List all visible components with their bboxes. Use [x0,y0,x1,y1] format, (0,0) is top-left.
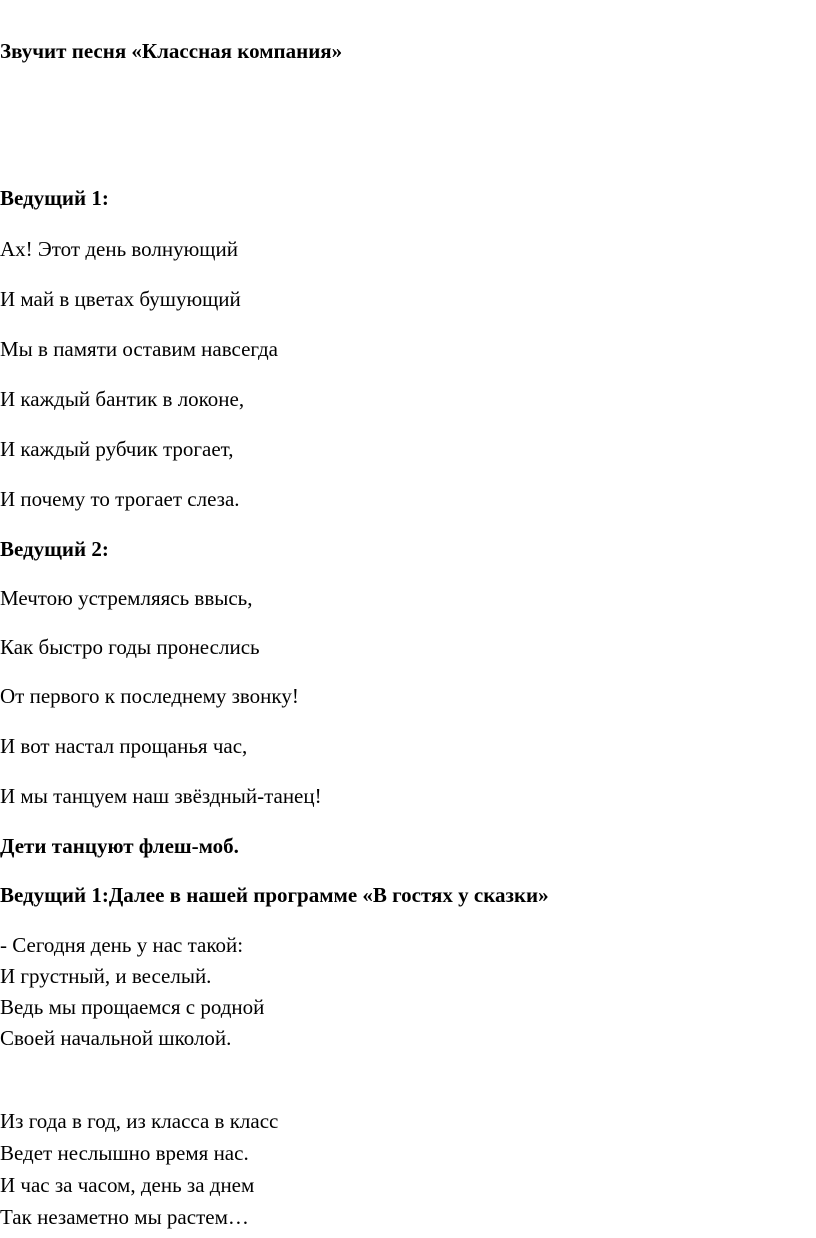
verse-3-line: Ведь мы прощаемся с родной [0,995,265,1019]
verse-2-line: Мечтою устремляясь ввысь, [0,586,253,610]
host-1-program-line: Ведущий 1:Далее в нашей программе «В гостях у сказки» [0,883,549,907]
verse-1-line: И май в цветах бушующий [0,287,241,311]
dance-note: Дети танцуют флеш-моб. [0,834,239,858]
verse-1-line: И каждый бантик в локоне, [0,387,245,411]
verse-1-line: И каждый рубчик трогает, [0,437,234,461]
verse-2-line: И мы танцуем наш звёздный-танец! [0,784,322,808]
verse-4-line: И час за часом, день за днем [0,1173,255,1197]
verse-1-line: И почему то трогает слеза. [0,487,240,511]
verse-2-line: Как быстро годы пронеслись [0,635,260,659]
verse-4-line: Так незаметно мы растем… [0,1205,249,1229]
verse-4-line: Ведет неслышно время нас. [0,1141,249,1165]
verse-2-line: И вот настал прощанья час, [0,734,248,758]
verse-3-line: И грустный, и веселый. [0,964,212,988]
verse-1-line: Ах! Этот день волнующий [0,237,238,261]
song-heading: Звучит песня «Классная компания» [0,39,343,63]
host-1-label: Ведущий 1: [0,186,109,210]
verse-4-line: Из года в год, из класса в класс [0,1109,279,1133]
verse-3-line: - Сегодня день у нас такой: [0,933,244,957]
verse-1-line: Мы в памяти оставим навсегда [0,337,278,361]
verse-2-line: От первого к последнему звонку! [0,684,299,708]
host-2-label: Ведущий 2: [0,537,109,561]
verse-3-line: Своей начальной школой. [0,1026,232,1050]
